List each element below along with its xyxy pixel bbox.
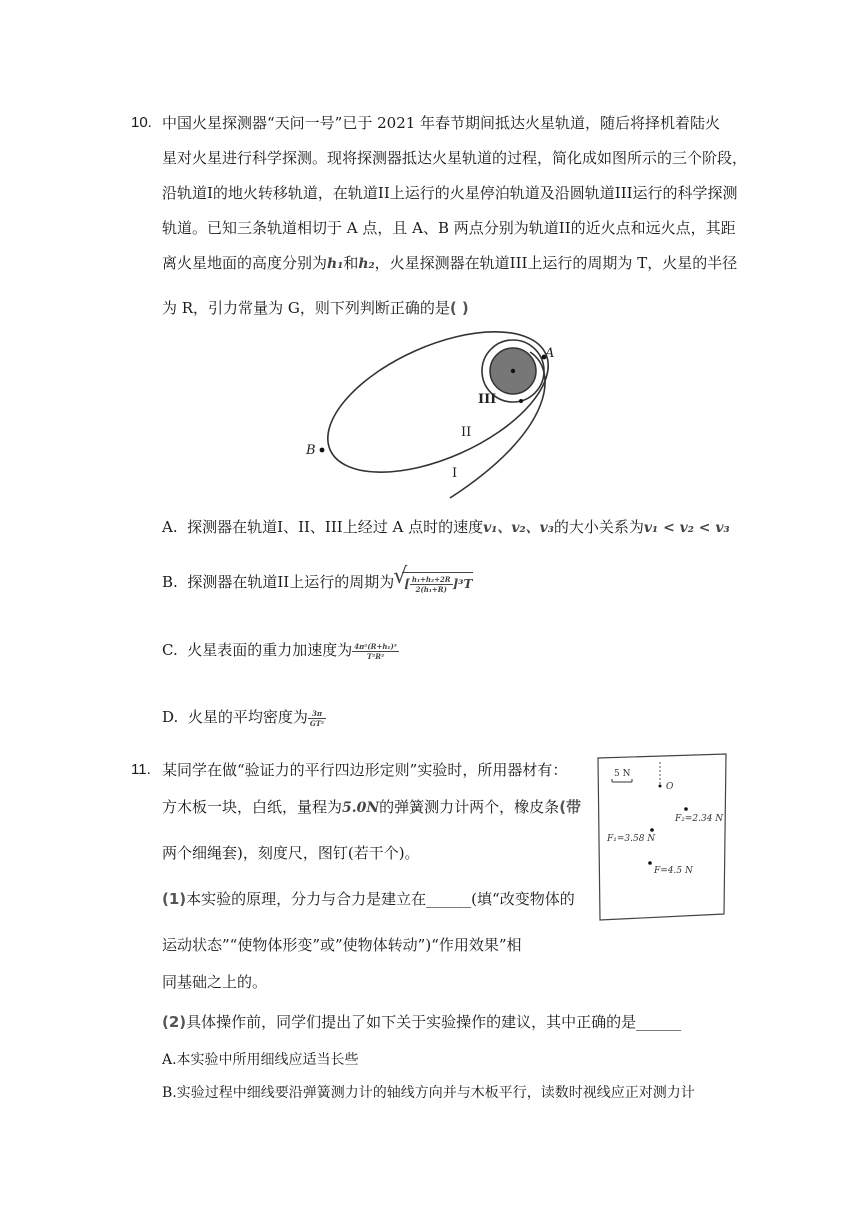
q11-line-1: 某同学在做“验证力的平行四边形定则”实验时，所用器材有： [162,761,568,779]
option-d-numerator: 3π [308,709,326,719]
option-b[interactable] [162,572,473,594]
q10-line-4: 轨道。已知三条轨道相切于 A 点，且 A、B 两点分别为轨道II的近火点和远火点，其距 [162,219,736,237]
part-1-number: (1) [162,890,187,908]
q10-line-6 [162,298,469,318]
orbit-diagram [300,330,570,510]
q11-line-2-b: 的弹簧测力计两个，橡皮条 [379,798,560,816]
bracket-open: [ [404,577,410,591]
sqrt-expression [402,572,472,594]
range-value: 5.0N [342,800,380,816]
h1-var: h₁ [327,256,344,272]
mars-center [511,369,515,373]
q10-line-5-a: 离火星地面的高度分别为 [162,254,328,272]
q10-line-3: 沿轨道I的地火转移轨道，在轨道II上运行的火星停泊轨道及沿圆轨道III运行的科学探测 [162,184,738,202]
f1-point [650,828,654,832]
option-a-text: 探测器在轨道I、II、III上经过 A 点时的速度 [187,518,484,536]
label-iii: III [478,392,497,407]
point-b [320,448,325,453]
option-c-text: 火星表面的重力加速度为 [187,641,353,659]
question-number: 11. [131,761,151,778]
scale-label: 5 N [614,769,631,779]
option-d-prefix: D. [162,708,179,726]
q11-line-2 [162,797,581,818]
q10-line-5 [162,253,737,274]
q11-option-b[interactable]: B.实验过程中细线要沿弹簧测力计的轴线方向并与木板平行，读数时视线应正对测力计 [162,1085,695,1101]
q10-line-5-b: ，火星探测器在轨道III上运行的周期为 T，火星的半径 [374,254,738,272]
option-a-prefix: A. [162,518,178,536]
option-c-prefix: C. [162,641,178,659]
option-d-text: 火星的平均密度为 [187,708,308,726]
f1-label: F₁=3.58 N [607,834,656,844]
option-c-denominator: T²R² [366,651,385,661]
q11-part-1 [162,889,575,909]
option-b-fraction [410,575,453,594]
option-b-numerator: h₁+h₂+2R [411,574,451,584]
option-a-mid: 的大小关系为 [553,518,644,536]
label-a: A [545,346,555,361]
q11-line-2-a: 方木板一块，白纸，量程为 [162,798,343,816]
q10-line-2: 星对火星进行科学探测。现将探测器抵达火星轨道的过程，简化成如图所示的三个阶段， [162,149,748,167]
q10-line-1: 中国火星探测器“天问一号”已于 2021 年春节期间抵达火星轨道，随后将择机着陆火 [162,114,721,132]
f-point [648,861,652,865]
option-a-vars: v₁、v₂、v₃ [483,520,554,536]
f-label: F=4.5 N [654,866,693,876]
option-d-fraction [308,709,326,728]
q10-line-6-text: 为 R，引力常量为 G，则下列判断正确的是 [162,299,450,317]
q11-part-2 [162,1012,681,1032]
option-b-tail: ]³T [452,577,473,591]
label-b: B [306,443,316,458]
answer-blank[interactable]: ( ) [449,299,469,317]
q11-part-1-line-3: 同基础之上的。 [162,973,268,991]
origin-label: O [666,782,674,792]
option-d[interactable] [162,707,326,728]
f2-point [684,807,688,811]
origin-point [659,785,662,788]
h2-var: h₂ [358,256,375,272]
part-2-number: (2) [162,1013,187,1031]
question-number: 10. [131,114,152,131]
option-b-denominator: 2(h₁+R) [415,584,447,594]
part-2-blank[interactable]: ______ [636,1013,682,1031]
q11-part-1-line-2: 运动状态”“使物体形变”或”使物体转动”)“作用效果”相 [162,936,522,954]
option-b-prefix: B. [162,573,178,591]
label-ii: II [461,425,472,440]
option-a-relation: v₁ < v₂ < v₃ [643,520,730,536]
part-1-text-a: 本实验的原理，分力与合力是建立在 [186,890,427,908]
option-c-numerator: 4π²(R+h₁)³ [354,641,397,651]
q11-line-3: 两个细绳套)，刻度尺，图钉(若干个)。 [162,844,420,862]
option-c-fraction [352,642,399,661]
q11-option-a[interactable]: A.本实验中所用细线应适当长些 [162,1052,359,1068]
part-2-text: 具体操作前，同学们提出了如下关于实验操作的建议，其中正确的是 [186,1013,637,1031]
option-c[interactable] [162,640,399,661]
label-i: I [452,466,458,481]
part-1-blank[interactable]: ______ [426,890,472,908]
f2-label: F₂=2.34 N [675,814,724,824]
part-1-text-b: (填“改变物体的 [471,890,575,908]
q11-line-2-c: (带 [559,798,582,816]
point-iii [519,399,523,403]
option-d-denominator: GT² [309,718,325,728]
option-b-text: 探测器在轨道II上运行的周期为 [187,573,395,591]
option-a[interactable] [162,517,730,538]
and-text: 和 [343,254,359,272]
